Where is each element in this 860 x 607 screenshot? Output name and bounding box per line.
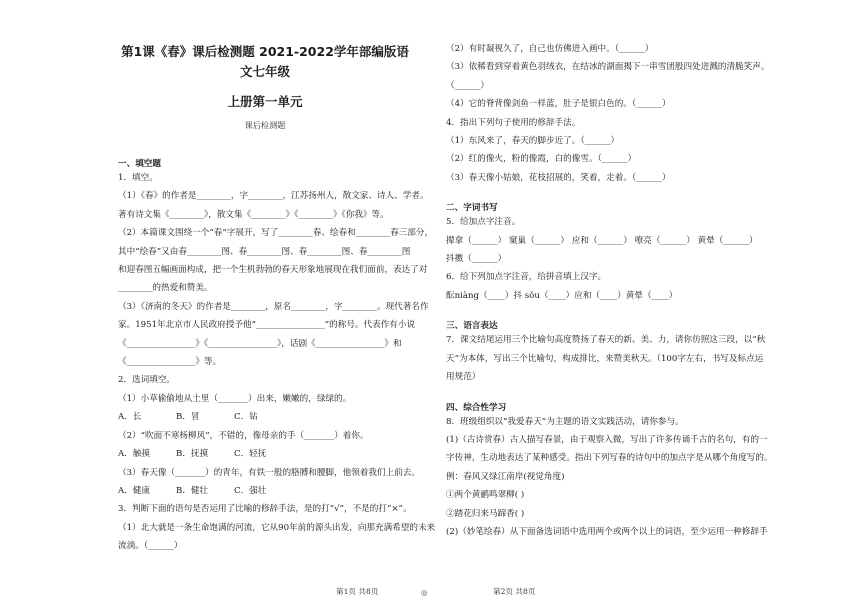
question-2-2: （2）“吹面不寒杨柳风”，不错的，像母亲的手（_______）着你。 [118,430,369,441]
question-8-1-line-b: 字传神，生动地表达了某种感受。指出下列写春的诗句中的加点字是从哪个角度写的。 [446,453,773,464]
question-6: 6．给下列加点字注音，给拼音填上汉字。 [446,272,607,283]
question-8-1-line-a: (1)（古诗赏春）古人描写春景，由于观察入微，写出了许多传诵千古的名句，有的一 [446,434,768,445]
question-3-1-line-b: 流淌。（______） [118,541,183,552]
option-b: B．健壮 [176,485,209,496]
question-4-2: （2）红的像火，粉的像霞，白的像雪。（______） [446,154,637,165]
question-4-1: （1）东风来了，春天的脚步近了。（______） [446,136,620,147]
option-c: C．强壮 [234,485,267,496]
question-5-items-a: 撵拿（______） 窠巢（______） 应和（______） 嘹亮（______） 黄晕（______） [446,235,758,246]
option-c: C．钻 [234,412,258,423]
question-3-2: （2）有时凝视久了，自己也仿佛进入画中。（______） [446,44,654,54]
question-6-items: 酝niàng（____）抖 sǒu（____）应和（____）黄晕（____） [446,290,678,301]
option-c: C．轻抚 [234,449,267,460]
question-1-2-line-a: （2）本篇课文围绕一个“春”字展开，写了________春、绘春和________春三部分， [118,228,434,239]
section-heading-word-writing: 二、字词书写 [446,203,498,214]
question-3-3-line-a: （3）依稀看到穿着黄色羽绒衣，在结冰的湖面揭下一串雪团般四处迸溅的清脆笑声。 [446,62,770,73]
page-right [430,0,860,607]
question-3-3-line-b: （______） [446,80,489,91]
option-b: B．抚摸 [176,449,209,460]
question-1-2-line-d: ________的热爱和赞美。 [118,283,213,294]
question-1-3-line-c: 《________________》《________________》，话剧《________________》和 [118,338,402,349]
question-8-1-item-1: ①两个黄鹂鸣翠柳( ) [446,490,525,501]
page-number-right: 第2页 共8页 [493,587,536,596]
question-8: 8．班级组织以“我爱春天”为主题的语文实践活动，请你参与。 [446,416,684,427]
question-7-line-c: 用规范） [446,372,481,383]
question-5: 5．给加点字注音。 [446,217,521,228]
question-8-1-item-2: ②踏花归来马蹄香( ) [446,508,525,519]
option-b: B．冒 [176,412,200,423]
page-number-left: 第1页 共8页 [336,587,379,596]
question-1-1-line-b: 著有诗文集《________》，散文集《________》《________》《你我》等。 [118,209,389,220]
question-2-1: （1）小草偷偷地从土里（_______）出来，嫩嫩的，绿绿的。 [118,393,352,404]
question-7-line-b: 天”为本体，写出三个比喻句，构成排比，来赞美秋天。（100字左右，书写及标点运 [446,353,764,364]
question-1-3-line-b: 家。1951年北京市人民政府授予他“________________”的称号。代表作有小说 [118,320,416,331]
question-3-4: （4）它的脊背像剑鱼一样蓝，肚子是银白色的。（______） [446,99,671,110]
question-1-2-line-b: 其中“绘春”又由春________图、春________图、春________图、春________图 [118,246,411,257]
option-a: A．健康 [118,485,150,496]
question-8-2: (2)（妙笔绘春）从下面备选词语中选用两个或两个以上的词语，至少运用一种修辞手 [446,526,768,537]
question-4: 4．指出下列句子使用的修辞手法。 [446,117,581,128]
question-1-3-line-d: 《________________》等。 [118,357,222,368]
question-1-2-line-c: 和迎春图五幅画面构成，把一个生机勃勃的春天形象地展现在我们面前，表达了对 [118,265,428,276]
question-2-2-options [118,445,412,463]
question-1: 1．填空。 [118,173,158,183]
question-1-3-line-a: （3）《济南的冬天》的作者是________，原名________，字________。现代著名作 [118,301,429,312]
question-4-3: （3）春天像小姑娘，花枝招展的，笑着，走着。（______） [446,172,671,183]
question-7-line-a: 7．课文结尾运用三个比喻句高度赞扬了春天的新、美、力，请你仿照这三段，以“秋 [446,335,766,346]
section-heading-comprehensive: 四、综合性学习 [446,402,507,413]
question-3: 3．判断下面的语句是否运用了比喻的修辞手法，是的打“√”，不是的打“×”。 [118,504,412,515]
center-mark: ◎ [421,588,428,597]
section-heading-language-expression: 三、语言表达 [446,321,498,332]
doc-title-line2: 上册第一单元 [227,94,303,109]
section-heading-fill-in: 一、填空题 [118,159,161,169]
question-3-1-line-a: （1）北大就是一条生命饱满的河流，它从90年前的源头出发，向那充满希望的未来 [118,522,436,533]
doc-title-line1: 第1课《春》课后检测题 2021-2022学年部编版语文七年级 [121,44,409,79]
option-a: A．长 [118,412,142,423]
question-2-3-options [118,482,412,500]
question-8-1-example: 例：春风又绿江南岸(视觉角度) [446,471,565,482]
doc-subtitle: 课后检测题 [244,120,286,130]
question-2-3: （3）春天像（_______）的青年，有铁一般的胳膊和腰脚，他领着我们上前去。 [118,467,420,478]
question-5-items-b: 抖擞（______） [446,254,507,265]
question-2: 2．选词填空。 [118,375,176,386]
question-1-1-line-a: （1）《春》的作者是________，字________，江苏扬州人，散文家、诗人、学者。 [118,191,429,202]
option-a: A．触摸 [118,449,150,460]
question-2-1-options [118,408,412,426]
